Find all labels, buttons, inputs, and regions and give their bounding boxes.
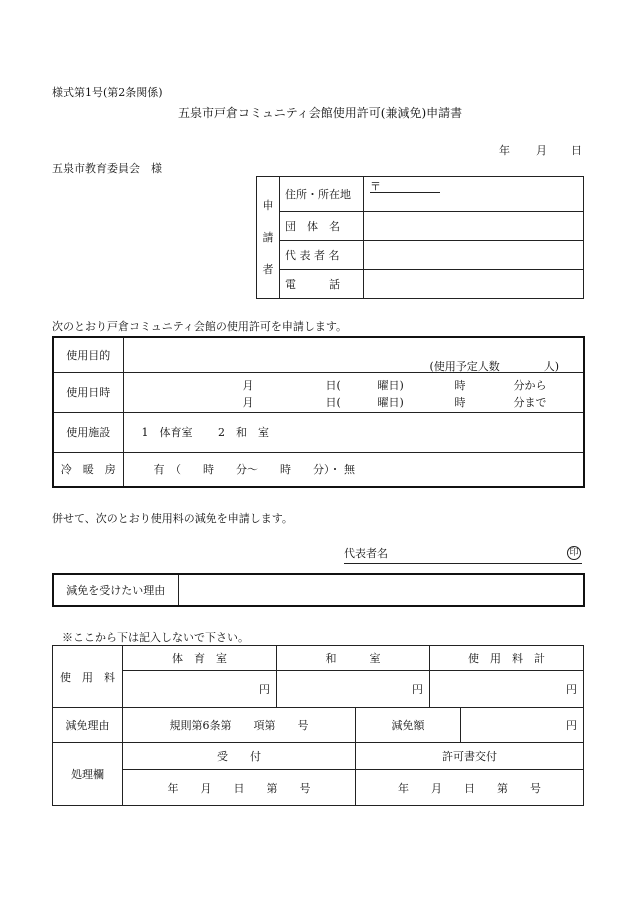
- aircon-options[interactable]: 有 （ 時 分〜 時 分）・ 無: [123, 452, 584, 487]
- to-month: 月: [242, 395, 254, 409]
- date-year: 年: [499, 144, 510, 157]
- reduction-amount-label: 減免額: [356, 708, 461, 743]
- reduction-amount-field[interactable]: 円: [461, 708, 584, 743]
- from-hour: 時: [454, 378, 466, 392]
- datetime-label: 使用日時: [53, 372, 123, 412]
- from-weekday: 曜日): [377, 378, 404, 392]
- datetime-field[interactable]: [123, 372, 584, 412]
- expected-people: (使用予定人数 人): [429, 360, 560, 373]
- reduction-reason-label: 減免を受けたい理由: [53, 574, 178, 606]
- japanese-room-fee-field[interactable]: 円: [277, 671, 430, 708]
- representative-field[interactable]: [364, 241, 584, 270]
- request-table: [52, 336, 585, 488]
- addressee: 五泉市教育委員会 様: [52, 162, 162, 175]
- date-month: 月: [536, 144, 547, 157]
- office-table: [52, 645, 584, 806]
- fee-label: 使 用 料: [53, 646, 123, 708]
- rule-reference[interactable]: 規則第6条第 項第 号: [123, 708, 356, 743]
- aircon-label: 冷 暖 房: [53, 452, 123, 487]
- to-weekday: 曜日): [377, 395, 404, 409]
- fee-total-field[interactable]: 円: [430, 671, 584, 708]
- organization-field[interactable]: [364, 212, 584, 241]
- from-minute: 分から: [513, 378, 547, 392]
- side-char-3: 者: [262, 262, 274, 276]
- from-day: 日(: [325, 378, 341, 392]
- fee-total-header: 使 用 料 計: [430, 646, 584, 671]
- permit-date-field[interactable]: 年 月 日 第 号: [356, 770, 584, 806]
- organization-label: 団 体 名: [280, 212, 364, 241]
- applicant-table: [256, 176, 584, 299]
- office-reason-label: 減免理由: [53, 708, 123, 743]
- side-char-1: 申: [262, 198, 274, 212]
- gym-header: 体 育 室: [123, 646, 277, 671]
- permit-issued-header: 許可書交付: [356, 743, 584, 770]
- office-note: ※ここから下は記入しないで下さい。: [62, 631, 249, 644]
- from-month: 月: [242, 378, 254, 392]
- facility-label: 使用施設: [53, 412, 123, 452]
- seal-mark: 印: [567, 546, 581, 560]
- received-date-field[interactable]: 年 月 日 第 号: [123, 770, 356, 806]
- to-hour: 時: [454, 395, 466, 409]
- received-header: 受 付: [123, 743, 356, 770]
- reduction-reason-table: [52, 573, 585, 607]
- address-field[interactable]: [364, 177, 584, 212]
- processing-label: 処理欄: [53, 743, 123, 806]
- to-day: 日(: [325, 395, 341, 409]
- form-title: 五泉市戸倉コミュニティ会館使用許可(兼減免)申請書: [178, 106, 463, 120]
- japanese-room-header: 和 室: [277, 646, 430, 671]
- applicant-side-label: [257, 177, 280, 299]
- facility-options[interactable]: 1 体育室 2 和 室: [123, 412, 584, 452]
- representative-label: 代 表 者 名: [280, 241, 364, 270]
- side-char-2: 請: [262, 230, 274, 244]
- date-day: 日: [571, 144, 582, 157]
- reduction-reason-field[interactable]: [178, 574, 584, 606]
- purpose-field[interactable]: [123, 337, 584, 372]
- request-intro: 次のとおり戸倉コミュニティ会館の使用許可を申請します。: [52, 320, 348, 333]
- address-label: 住所・所在地: [280, 177, 364, 212]
- to-minute: 分まで: [513, 395, 547, 409]
- purpose-label: 使用目的: [53, 337, 123, 372]
- phone-field[interactable]: [364, 270, 584, 299]
- reduction-intro: 併せて、次のとおり使用料の減免を申請します。: [52, 512, 293, 525]
- phone-label: 電 話: [280, 270, 364, 299]
- form-number: 様式第1号(第2条関係): [52, 86, 163, 99]
- postal-mark: 〒: [370, 181, 440, 193]
- representative-signature-line[interactable]: [344, 545, 582, 564]
- gym-fee-field[interactable]: 円: [123, 671, 277, 708]
- representative-sign-label: 代表者名: [344, 547, 388, 560]
